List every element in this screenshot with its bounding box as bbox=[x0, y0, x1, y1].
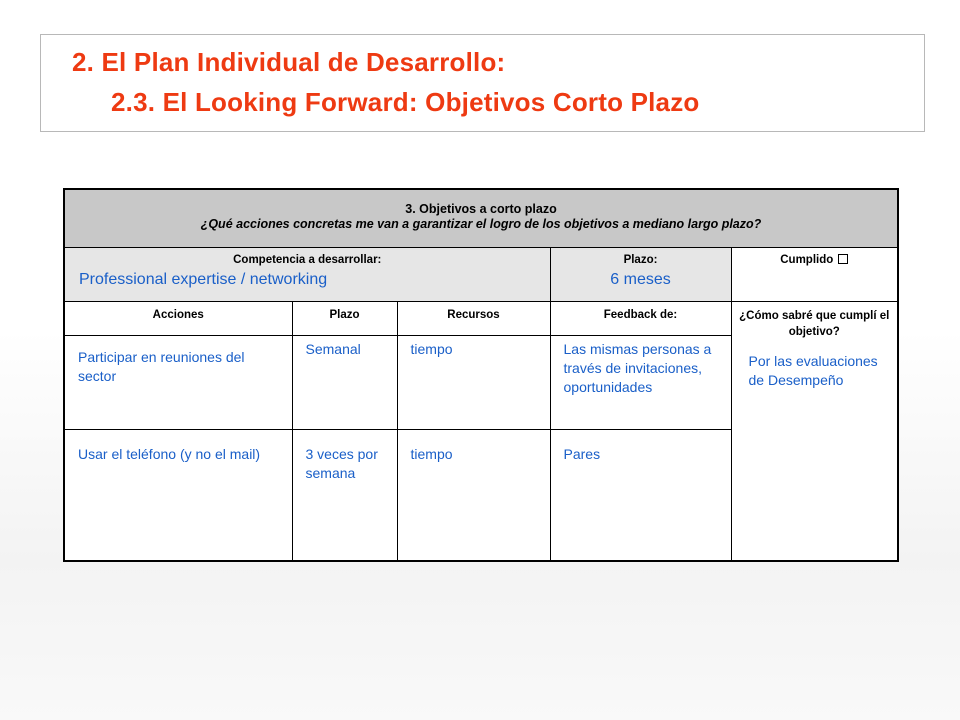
row2-accion-cell bbox=[64, 429, 292, 561]
col-header-plazo-label: Plazo bbox=[329, 308, 360, 321]
competencia-value: Professional expertise / networking bbox=[79, 270, 328, 288]
cumplido-cell bbox=[731, 247, 898, 301]
row2-accion: Usar el teléfono (y no el mail) bbox=[78, 445, 261, 462]
table-header bbox=[64, 189, 898, 247]
col-header-plazo bbox=[292, 301, 397, 335]
row1-recursos: tiempo bbox=[410, 340, 453, 357]
row1-accion: Participar en reuniones del sector bbox=[78, 348, 245, 384]
row2-feedback-cell bbox=[550, 429, 731, 561]
row1-accion-cell bbox=[64, 335, 292, 429]
checkbox-icon bbox=[838, 254, 848, 264]
objectives-table bbox=[63, 188, 899, 562]
plazo-value: 6 meses bbox=[610, 270, 671, 288]
col-header-acciones bbox=[64, 301, 292, 335]
row2-recursos-cell bbox=[397, 429, 550, 561]
col-header-feedback bbox=[550, 301, 731, 335]
col-header-acciones-label: Acciones bbox=[152, 308, 204, 321]
row1-feedback-cell bbox=[550, 335, 731, 429]
row1-plazo-cell bbox=[292, 335, 397, 429]
row1-recursos-cell bbox=[397, 335, 550, 429]
table-header-question: ¿Qué acciones concretas me van a garantizar el logro de los objetivos a mediano largo plazo? bbox=[200, 217, 762, 231]
row1-feedback: Las mismas personas a través de invitaciones, oportunidades bbox=[563, 340, 712, 395]
how-cell bbox=[731, 301, 898, 561]
plazo-cell bbox=[550, 247, 731, 301]
row2-plazo: 3 veces por semana bbox=[305, 445, 378, 481]
slide-subtitle: 2.3. El Looking Forward: Objetivos Corto Plazo bbox=[111, 87, 700, 117]
col-header-feedback-label: Feedback de: bbox=[603, 308, 678, 321]
row1-plazo: Semanal bbox=[305, 340, 361, 357]
competencia-cell bbox=[64, 247, 550, 301]
competencia-label: Competencia a desarrollar: bbox=[233, 253, 382, 266]
plazo-label: Plazo: bbox=[623, 253, 658, 266]
row2-recursos: tiempo bbox=[410, 445, 453, 462]
how-value: Por las evaluaciones de Desempeño bbox=[748, 352, 878, 388]
slide-title: 2. El Plan Individual de Desarrollo: bbox=[72, 47, 506, 77]
col-header-recursos-label: Recursos bbox=[447, 308, 500, 321]
table-header-title: 3. Objetivos a corto plazo bbox=[405, 202, 557, 216]
col-header-recursos bbox=[397, 301, 550, 335]
cumplido-label-wrap bbox=[732, 248, 898, 266]
cumplido-label: Cumplido bbox=[780, 253, 834, 266]
row2-feedback: Pares bbox=[563, 445, 601, 462]
slide-title-box bbox=[40, 34, 925, 132]
row2-plazo-cell bbox=[292, 429, 397, 561]
how-label: ¿Cómo sabré que cumplí el objetivo? bbox=[739, 309, 890, 338]
